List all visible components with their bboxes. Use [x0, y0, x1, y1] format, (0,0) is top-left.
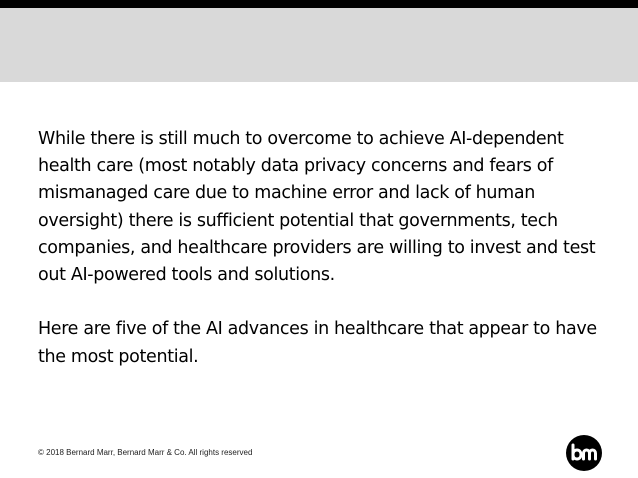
paragraph-lead-in: Here are five of the AI advances in healthcare that appear to have the most potential.	[38, 319, 597, 367]
copyright-footer: © 2018 Bernard Marr, Bernard Marr & Co. All rights reserved	[38, 448, 253, 457]
bm-logo-icon	[566, 435, 602, 471]
header-band	[0, 8, 638, 82]
body-text	[38, 126, 610, 371]
paragraph-intro: While there is still much to overcome to achieve AI-dependent health care (most notably data privacy concerns and fears of mismanaged care due to machine error and lack of human oversight) there is sufficient potential that governments, tech companies, and healthcare providers are willing to invest and test out AI-powered tools and solutions.	[38, 129, 596, 286]
top-bar	[0, 0, 638, 8]
